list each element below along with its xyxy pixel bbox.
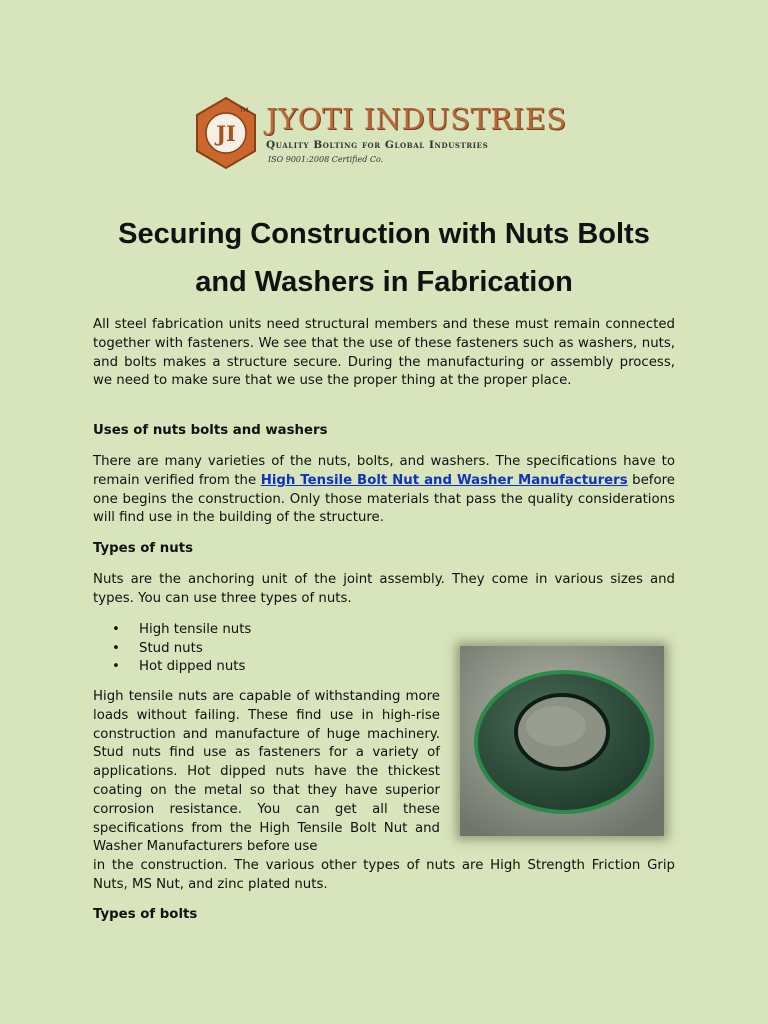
heading-types-of-nuts: Types of nuts (93, 541, 193, 556)
heading-types-of-bolts: Types of bolts (93, 907, 198, 922)
heading-uses: Uses of nuts bolts and washers (93, 423, 328, 438)
washer-image-icon (460, 646, 664, 836)
page-title (60, 210, 708, 306)
uses-text-after-link: before one begins the construction. Only those materials that pass the quality considerations will find use in the building of the structure. (93, 472, 675, 526)
company-tagline: Quality Bolting for Global Industries (266, 139, 489, 151)
bullet-icon: • (112, 622, 120, 637)
svg-text:TM: TM (239, 107, 249, 114)
title-line-2: and Washers in Fabrication (195, 266, 573, 298)
list-item: • High tensile nuts (112, 621, 251, 640)
list-item: • Hot dipped nuts (112, 658, 251, 677)
bullet-icon: • (112, 640, 120, 656)
hexagon-logo-icon (194, 96, 258, 170)
uses-paragraph (93, 453, 675, 528)
intro-paragraph: All steel fabrication units need structural members and these must remain connected together with fasteners. We see that the use of these fasteners such as washers, nuts, and bolts makes a structure secure. During the manufacturing or assembly process, we need to make sure that we use the proper thing at the proper place. (93, 317, 675, 389)
certification-note: ISO 9001:2008 Certified Co. (268, 155, 384, 164)
uses-text-before-link: There are many varieties of the nuts, bolts, and washers. The specifications have to remain verified from the (93, 454, 675, 488)
manufacturers-link[interactable]: High Tensile Bolt Nut and Washer Manufacturers (260, 472, 628, 488)
list-item: • Stud nuts (112, 640, 251, 659)
company-logo (190, 92, 570, 182)
svg-text:JI: JI (216, 121, 236, 146)
nuts-detail-continued: in the construction. The various other types of nuts are High Strength Friction Grip Nuts, MS Nut, and zinc plated nuts. (93, 858, 675, 892)
title-line-1: Securing Construction with Nuts Bolts (118, 218, 650, 250)
nuts-detail-paragraph: High tensile nuts are capable of withstanding more loads without failing. These find use in high-rise construction and manufacture of huge machinery. Stud nuts find use as fasteners for a variety of applications. Hot dipped nuts have the thickest coating on the metal so that they have superior corrosion resistance. You can get all these specifications from the High Tensile Bolt Nut and Washer Manufacturers before use (93, 689, 440, 855)
nut-types-list (112, 621, 251, 677)
washer-photo (460, 646, 664, 836)
nuts-intro-paragraph: Nuts are the anchoring unit of the joint assembly. They come in various sizes and types. You can use three types of nuts. (93, 572, 675, 606)
bullet-icon: • (112, 659, 120, 675)
company-name: JYOTI INDUSTRIES (266, 102, 567, 136)
